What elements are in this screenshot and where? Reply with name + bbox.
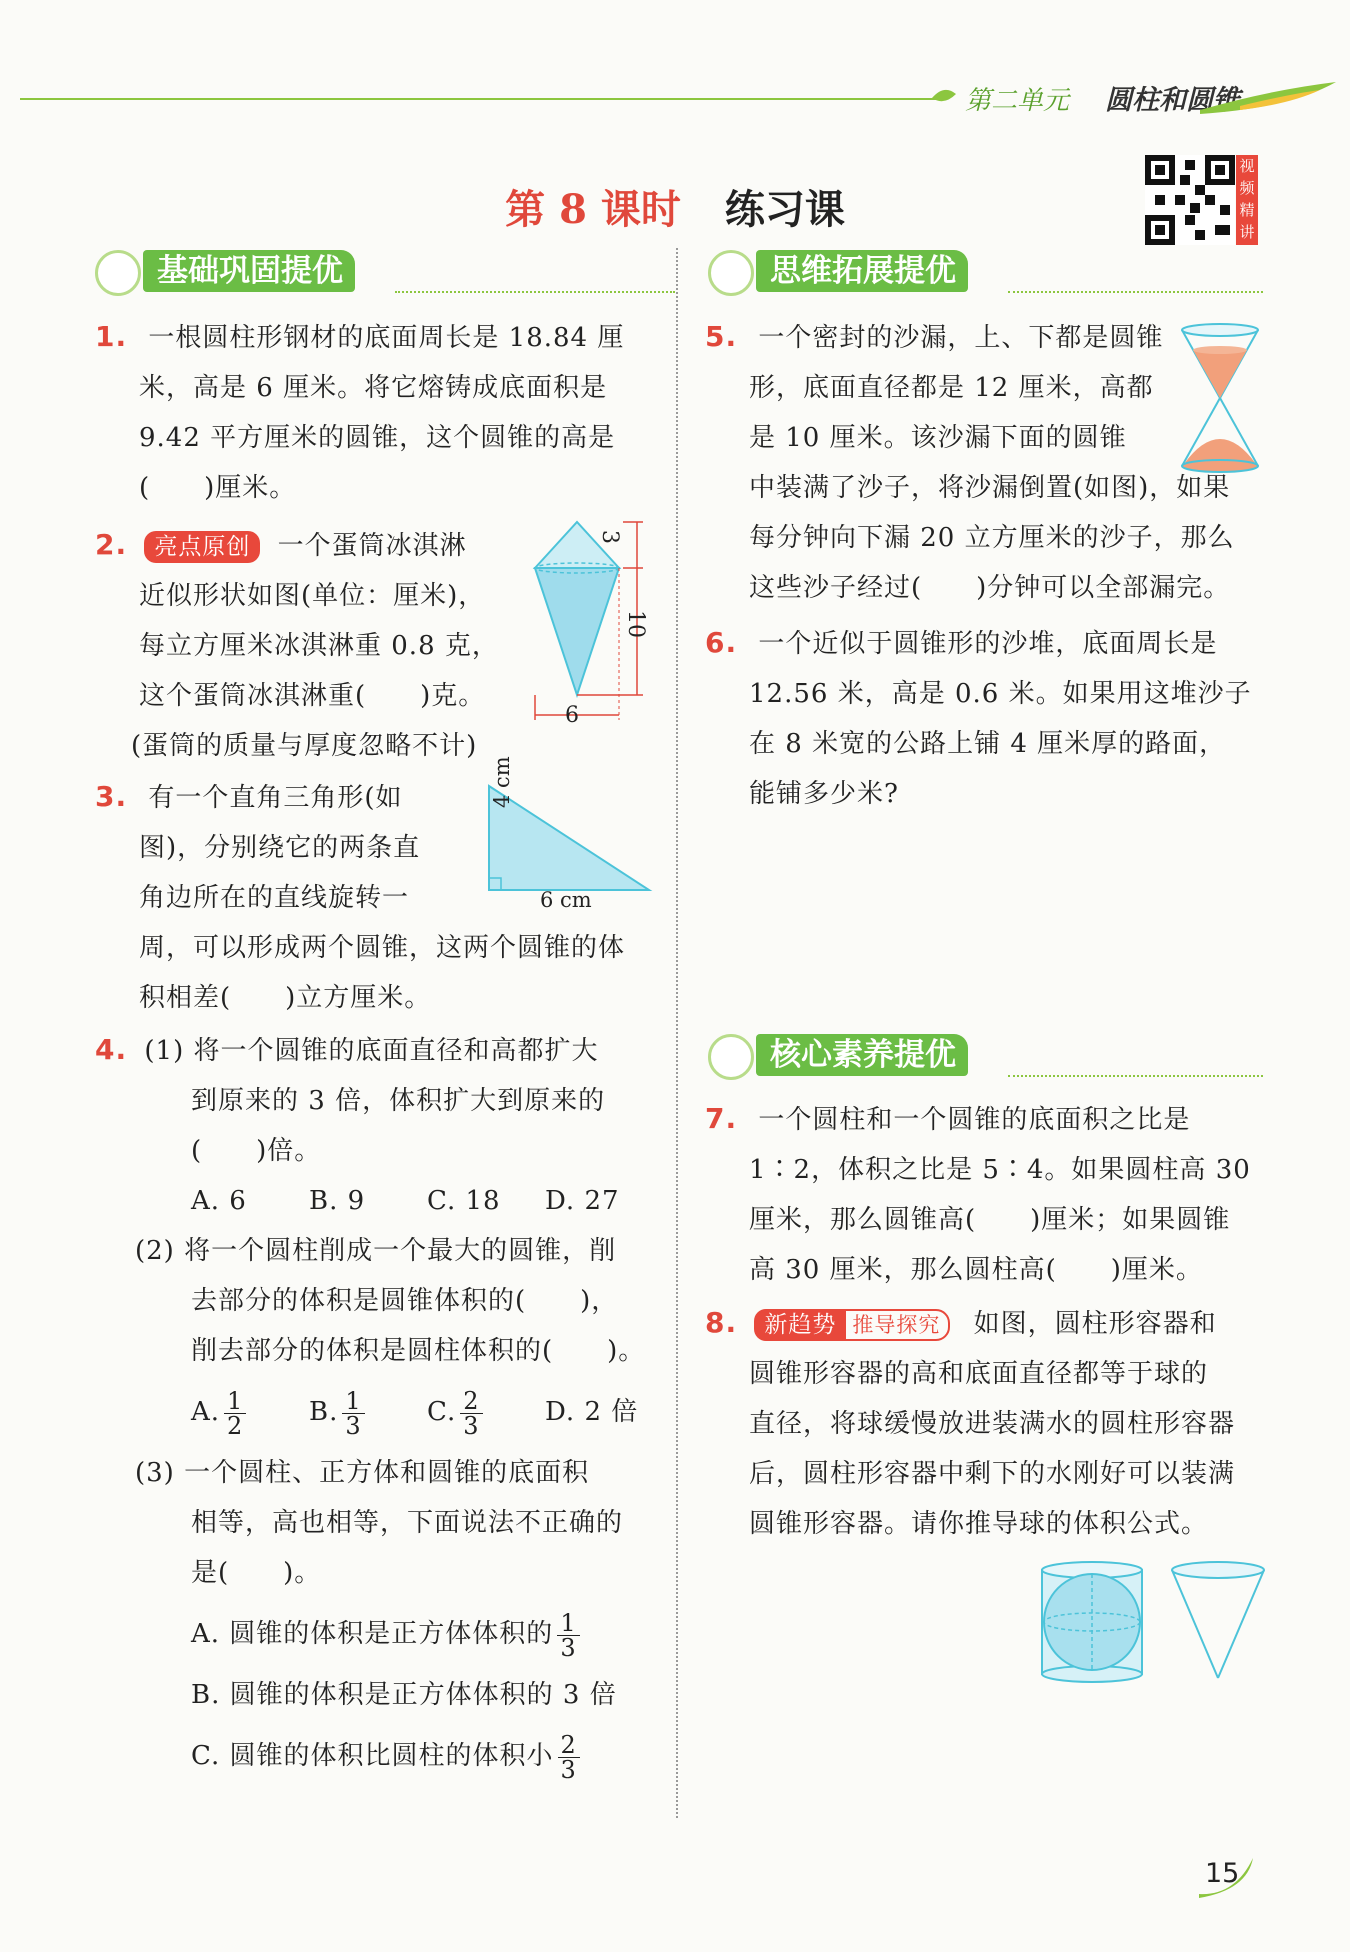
line: 去部分的体积是圆锥体积的( )， (191, 1286, 619, 1316)
sprout-icon (708, 250, 754, 296)
option: D. 2 倍 (545, 1397, 639, 1427)
fraction: $\frac{1}{3}$ (342, 1389, 364, 1438)
option-a: A. 圆锥的体积是正方体体积的 $\frac{1}{3}$ (95, 1598, 655, 1670)
dim-width: 6 (565, 703, 579, 728)
option: C. (427, 1397, 457, 1427)
line: ( )倍。 (191, 1136, 322, 1166)
line: 直径，将球缓慢放进装满水的圆柱形容器 (749, 1409, 1236, 1439)
chapter-title: 圆柱和圆锥 (1105, 85, 1240, 116)
line: 每分钟向下漏 20 立方厘米的沙子，那么 (749, 523, 1235, 553)
line: (3) 一个圆柱、正方体和圆锥的底面积 (135, 1458, 590, 1488)
line: 圆锥形容器。请你推导球的体积公式。 (749, 1509, 1209, 1539)
question-number: 2. (95, 528, 128, 561)
line: 积相差( )立方厘米。 (139, 983, 432, 1013)
line: ( )厘米。 (139, 473, 297, 503)
header-rule (20, 98, 940, 100)
hourglass-figure (1178, 322, 1262, 474)
line: 米，高是 6 厘米。将它熔铸成底面积是 (139, 373, 608, 403)
line: 角边所在的直线旋转一 (139, 883, 410, 913)
option-b: B. 圆锥的体积是正方体体积的 3 倍 (191, 1680, 617, 1710)
section-rule (1008, 1075, 1263, 1077)
fraction: $\frac{1}{2}$ (224, 1389, 246, 1438)
fraction: $\frac{2}{3}$ (460, 1389, 482, 1438)
line: 圆锥形容器的高和底面直径都等于球的 (749, 1359, 1209, 1389)
question-6 (705, 618, 1265, 819)
explore-tag: 推导探究 (842, 1309, 950, 1341)
line: 是 10 厘米。该沙漏下面的圆锥 (749, 423, 1127, 453)
dim-top: 3 (597, 530, 622, 544)
question-7 (705, 1094, 1265, 1295)
section-core (708, 1034, 1263, 1078)
line: 每立方厘米冰淇淋重 0.8 克， (139, 631, 499, 661)
question-number: 1. (95, 320, 128, 353)
option: C. 18 (427, 1186, 501, 1216)
question-number: 7. (705, 1102, 738, 1135)
line: 厘米，那么圆锥高( )厘米；如果圆锥 (749, 1205, 1231, 1235)
swoosh-icon (1200, 80, 1340, 120)
column-divider (676, 248, 678, 1818)
fraction: $\frac{2}{3}$ (558, 1733, 580, 1782)
side-vertical: 4 cm (490, 756, 514, 808)
fraction: $\frac{1}{3}$ (557, 1611, 579, 1660)
option: B. 9 (309, 1186, 366, 1216)
line: 中装满了沙子，将沙漏倒置(如图)，如果 (749, 473, 1231, 503)
line: 这些沙子经过( )分钟可以全部漏完。 (749, 573, 1231, 603)
section-title: 基础巩固提优 (143, 250, 355, 292)
line: 高 30 厘米，那么圆柱高( )厘米。 (749, 1255, 1203, 1285)
line: 是( )。 (191, 1558, 322, 1588)
section-title: 思维拓展提优 (756, 250, 968, 292)
question-number: 5. (705, 320, 738, 353)
option: D. 27 (545, 1186, 620, 1216)
option-c: C. 圆锥的体积比圆柱的体积小 $\frac{2}{3}$ (95, 1720, 655, 1792)
option: B. (309, 1397, 339, 1427)
section-title: 核心素养提优 (756, 1034, 968, 1076)
question-number: 3. (95, 780, 128, 813)
section-thinking (708, 250, 1263, 294)
line: 1∶2，体积之比是 5∶4。如果圆柱高 30 (749, 1155, 1251, 1185)
line: 一个圆柱和一个圆锥的底面积之比是 (758, 1105, 1191, 1135)
line: 图)，分别绕它的两条直 (139, 833, 421, 863)
line: 如图，圆柱形容器和 (973, 1309, 1217, 1339)
trophy-icon (708, 1034, 754, 1080)
line: 一个近似于圆锥形的沙堆，底面周长是 (758, 629, 1218, 659)
line: 12.56 米，高是 0.6 米。如果用这堆沙子 (749, 679, 1252, 709)
question-number: 8. (705, 1306, 738, 1339)
question-1 (95, 312, 655, 513)
lesson-title: 练习课 (724, 186, 845, 233)
section-rule (395, 291, 675, 293)
line: 周，可以形成两个圆锥，这两个圆锥的体 (139, 933, 626, 963)
section-basic (95, 250, 675, 294)
line: 近似形状如图(单位：厘米)， (139, 581, 486, 611)
line: 相等，高也相等，下面说法不正确的 (191, 1508, 624, 1538)
line: 在 8 米宽的公路上铺 4 厘米厚的路面， (749, 729, 1227, 759)
question-8 (705, 1298, 1265, 1549)
line: 一个蛋筒冰淇淋 (277, 531, 467, 561)
line: 一个密封的沙漏，上、下都是圆锥 (758, 323, 1164, 353)
options-row (95, 1376, 655, 1448)
line: 这个蛋筒冰淇淋重( )克。 (139, 681, 486, 711)
original-tag: 亮点原创 (144, 531, 260, 563)
side-horizontal: 6 cm (540, 888, 592, 912)
question-number: 6. (705, 626, 738, 659)
trend-tag: 新趋势 (754, 1309, 846, 1341)
line: 形，底面直径都是 12 厘米，高都 (749, 373, 1154, 403)
line: (1) 将一个圆锥的底面直径和高都扩大 (144, 1036, 599, 1066)
line: (蛋筒的质量与厚度忽略不计) (131, 731, 478, 761)
qr-code[interactable] (1145, 155, 1235, 245)
options-row (95, 1176, 655, 1226)
question-number: 4. (95, 1033, 128, 1066)
page-number: 15 (1205, 1858, 1240, 1889)
option: A. (191, 1397, 221, 1427)
video-tag: 视频精讲 (1236, 155, 1258, 245)
unit-label: 第二单元 (965, 86, 1070, 116)
dim-height: 10 (623, 610, 648, 638)
line: 9.42 平方厘米的圆锥，这个圆锥的高是 (139, 423, 616, 453)
section-rule (1008, 291, 1263, 293)
line: 能铺多少米? (749, 779, 899, 809)
line: 有一个直角三角形(如 (148, 783, 403, 813)
line: 一根圆柱形钢材的底面周长是 18.84 厘 (148, 323, 625, 353)
cylinder-ball-cone-figure (1038, 1560, 1268, 1690)
question-4 (95, 1025, 655, 1792)
leaf-icon (930, 86, 960, 110)
lesson-number: 第 8 课时 (505, 186, 681, 233)
flower-icon (95, 250, 141, 296)
line: (2) 将一个圆柱削成一个最大的圆锥，削 (135, 1236, 617, 1266)
line: 到原来的 3 倍，体积扩大到原来的 (191, 1086, 606, 1116)
line: 后，圆柱形容器中剩下的水刚好可以装满 (749, 1459, 1236, 1489)
option: A. 6 (191, 1186, 247, 1216)
line: 削去部分的体积是圆柱体积的( )。 (191, 1336, 646, 1366)
